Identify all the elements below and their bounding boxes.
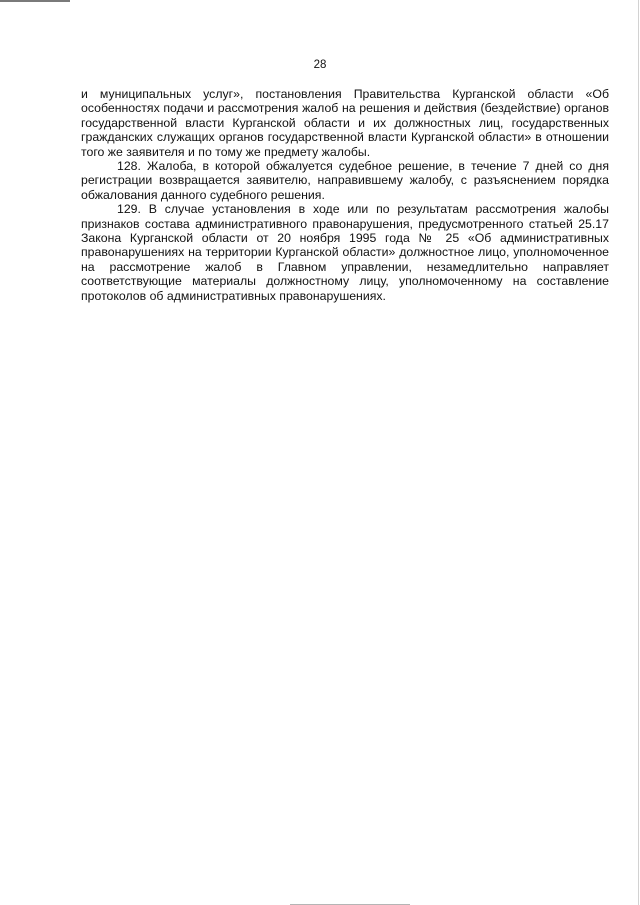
- paragraph-128: 128. Жалоба, в которой обжалуется судебное решение, в течение 7 дней со дня регистрации возвращается заявителю, направившему жалобу, с разъяснением порядка обжалования данного судебного решения.: [81, 159, 609, 202]
- document-body: [81, 87, 609, 303]
- page-number: 28: [313, 59, 327, 71]
- scan-edge-mark: [638, 0, 639, 905]
- scan-edge-mark: [0, 0, 70, 2]
- paragraph-129: 129. В случае установления в ходе или по результатам рассмотрения жалобы признаков состава административного правонарушения, предусмотренного статьей 25.17 Закона Курганской области от 20 ноября 1995 года № 25 «Об административных правонарушениях на территории Курганской области» должностное лицо, уполномоченное на рассмотрение жалоб в Главном управлении, незамедлительно направляет соответствующие материалы должностному лицу, уполномоченному на составление протоколов об административных правонарушениях.: [81, 202, 609, 303]
- paragraph-continuation: и муниципальных услуг», постановления Правительства Курганской области «Об особенностях подачи и рассмотрения жалоб на решения и действия (бездействие) органов государственной власти Курганской области и их должностных лиц, государственных гражданских служащих органов государственной власти Курганской области» в отношении того же заявителя и по тому же предмету жалобы.: [81, 87, 609, 159]
